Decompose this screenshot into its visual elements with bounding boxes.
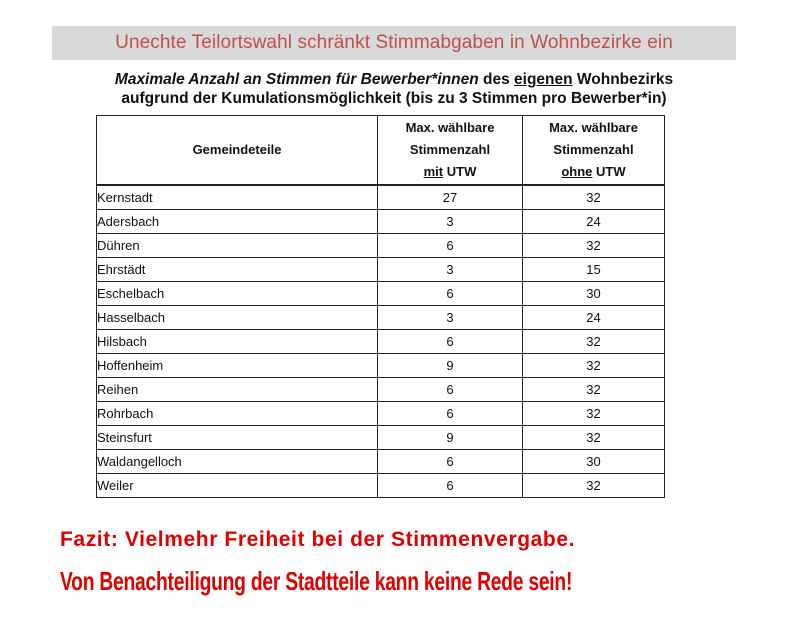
table-row bbox=[97, 450, 665, 474]
cell-name: Rohrbach bbox=[97, 402, 378, 426]
header-mit-utw: UTW bbox=[446, 164, 477, 179]
cell-ohne: 32 bbox=[523, 185, 665, 210]
cell-mit: 3 bbox=[378, 210, 523, 234]
table-row bbox=[97, 306, 665, 330]
table-row bbox=[97, 282, 665, 306]
cell-name: Adersbach bbox=[97, 210, 378, 234]
table-row bbox=[97, 210, 665, 234]
cell-name: Hasselbach bbox=[97, 306, 378, 330]
cell-mit: 6 bbox=[378, 474, 523, 498]
cell-ohne: 32 bbox=[523, 474, 665, 498]
cell-name: Steinsfurt bbox=[97, 426, 378, 450]
header-mit-line1: Max. wählbare bbox=[405, 120, 495, 135]
cell-mit: 9 bbox=[378, 354, 523, 378]
cell-ohne: 32 bbox=[523, 354, 665, 378]
subtitle-rest: Wohnbezirks bbox=[576, 71, 674, 88]
table-subtitle bbox=[52, 70, 736, 108]
cell-mit: 6 bbox=[378, 282, 523, 306]
cell-ohne: 30 bbox=[523, 450, 665, 474]
fazit-statement: Fazit: Vielmehr Freiheit bei der Stimmenvergabe. bbox=[60, 528, 576, 551]
cell-ohne: 32 bbox=[523, 402, 665, 426]
subtitle-italic-part: Maximale Anzahl an Stimmen für Bewerber*innen bbox=[114, 71, 479, 88]
cell-mit: 6 bbox=[378, 378, 523, 402]
subtitle-underlined: eigenen bbox=[514, 71, 573, 88]
subtitle-line-1 bbox=[52, 70, 736, 89]
cell-ohne: 24 bbox=[523, 210, 665, 234]
cell-mit: 6 bbox=[378, 234, 523, 258]
header-ohne-line1: Max. wählbare bbox=[549, 120, 638, 135]
header-mit-utw bbox=[378, 116, 523, 186]
banner-title-text: Unechte Teilortswahl schränkt Stimmabgaben in Wohnbezirke ein bbox=[115, 32, 673, 53]
cell-ohne: 24 bbox=[523, 306, 665, 330]
cell-name: Eschelbach bbox=[97, 282, 378, 306]
table-row bbox=[97, 378, 665, 402]
cell-mit: 3 bbox=[378, 258, 523, 282]
subtitle-des: des bbox=[482, 71, 510, 88]
table-row bbox=[97, 330, 665, 354]
cell-name: Kernstadt bbox=[97, 185, 378, 210]
banner-title bbox=[52, 26, 736, 60]
cell-mit: 6 bbox=[378, 330, 523, 354]
header-gemeindeteile: Gemeindeteile bbox=[97, 116, 378, 186]
table-row bbox=[97, 258, 665, 282]
cell-name: Hoffenheim bbox=[97, 354, 378, 378]
header-ohne-utw: UTW bbox=[596, 164, 626, 179]
cell-name: Ehrstädt bbox=[97, 258, 378, 282]
cell-mit: 9 bbox=[378, 426, 523, 450]
header-mit-line2: Stimmenzahl bbox=[409, 142, 491, 157]
cell-name: Hilsbach bbox=[97, 330, 378, 354]
cell-name: Reihen bbox=[97, 378, 378, 402]
table-row bbox=[97, 185, 665, 210]
cell-name: Weiler bbox=[97, 474, 378, 498]
cell-mit: 6 bbox=[378, 450, 523, 474]
header-ohne-line3 bbox=[523, 161, 664, 183]
table-row bbox=[97, 402, 665, 426]
cell-ohne: 32 bbox=[523, 234, 665, 258]
header-ohne-underlined: ohne bbox=[561, 164, 593, 179]
cell-ohne: 30 bbox=[523, 282, 665, 306]
header-ohne-line2: Stimmenzahl bbox=[553, 142, 634, 157]
cell-ohne: 15 bbox=[523, 258, 665, 282]
cell-mit: 6 bbox=[378, 402, 523, 426]
subtitle-line-2: aufgrund der Kumulationsmöglichkeit (bis zu 3 Stimmen pro Bewerber*in) bbox=[121, 90, 667, 107]
claim-statement: Von Benachteiligung der Stadtteile kann keine Rede sein! bbox=[60, 566, 573, 596]
cell-name: Dühren bbox=[97, 234, 378, 258]
cell-ohne: 32 bbox=[523, 426, 665, 450]
cell-mit: 3 bbox=[378, 306, 523, 330]
cell-mit: 27 bbox=[378, 185, 523, 210]
table-row bbox=[97, 474, 665, 498]
table-row bbox=[97, 354, 665, 378]
cell-ohne: 32 bbox=[523, 378, 665, 402]
header-ohne-utw bbox=[523, 116, 665, 186]
header-mit-line3 bbox=[378, 161, 522, 183]
table-header-row bbox=[97, 116, 665, 186]
table-row bbox=[97, 234, 665, 258]
cell-ohne: 32 bbox=[523, 330, 665, 354]
votes-table bbox=[96, 115, 665, 498]
header-mit-underlined: mit bbox=[423, 164, 444, 179]
cell-name: Waldangelloch bbox=[97, 450, 378, 474]
table-row bbox=[97, 426, 665, 450]
